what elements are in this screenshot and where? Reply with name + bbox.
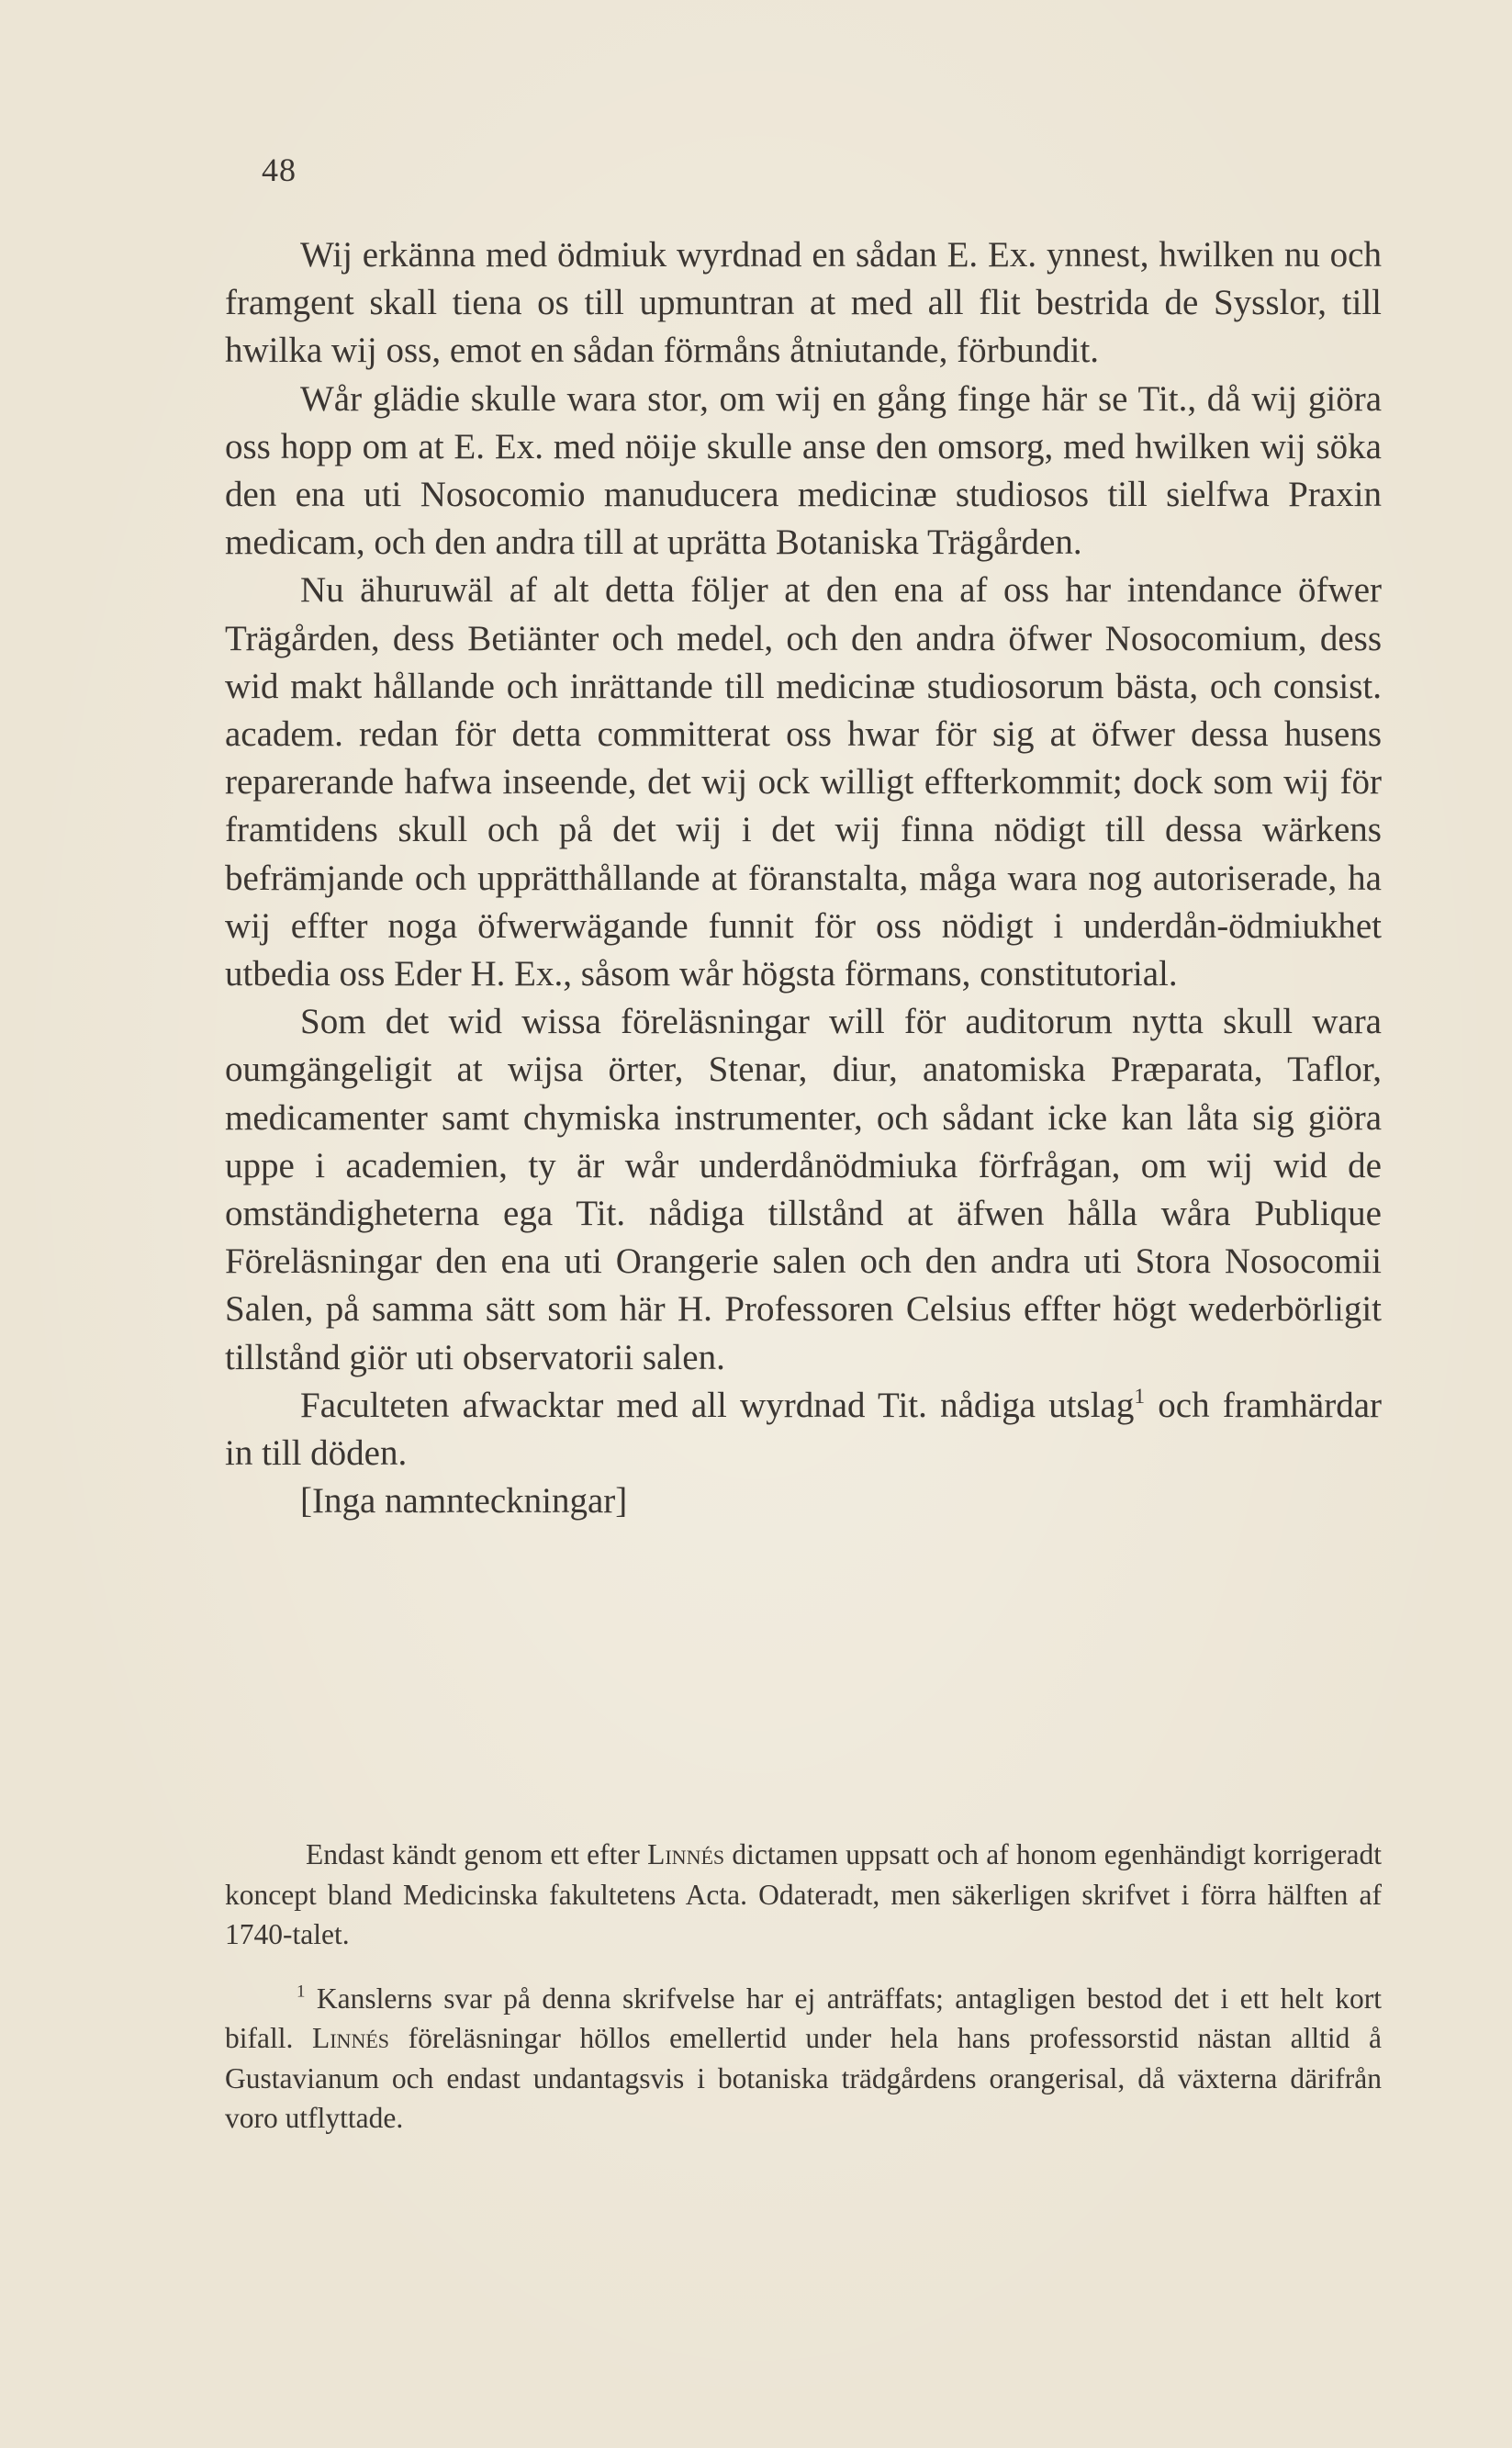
paragraph-4: Som det wid wissa föreläsningar will för auditorum nytta skull wara oumgängeligit at wijsa örter, Stenar, diur, anatomiska Præparata, Taflor, medicamenter samt chymiska instrumenter, och sådant icke kan låta sig giöra uppe i academien, ty är wår underdånödmiuka förfrågan, om wij wid de omständigheterna ega Tit. nådiga tillstånd at äfwen hålla wåra Publique Föreläsningar den ena uti Orangerie salen och den andra uti Stora Nosocomii Salen, på samma sätt som här H. Professoren Celsius effter högt wederbörligit tillstånd giör uti observatorii salen. xyxy=(225,1002,1382,1377)
linne-name-footnote: Linnés xyxy=(311,2022,390,2054)
footnote-reference[interactable]: 1 xyxy=(1134,1384,1146,1409)
paragraph-3: Nu ähuruwäl af alt detta följer at den ena af oss har intendance öfwer Trägården, dess Betiänter och medel, och den andra öfwer Nosocomium, dess wid makt hållande och inrättande till medicinæ studiosorum bästa, och consist. academ. redan för detta committerat oss hwar för sig at öfwer dessa husens reparerande hafwa inseende, det wij ock willigt effterkommit; dock som wij för framtidens skull och på det wij i det wij finna nödigt till dessa wärkens befrämjande och upprätthållande at föranstalta, måga wara nog autoriserade, ha wij effter noga öfwerwägande funnit för oss nödigt i underdån-ödmiukhet utbedia oss Eder H. Ex., såsom wår högsta förmans, constitutorial. xyxy=(225,570,1382,994)
letter-body xyxy=(225,231,1382,1525)
linne-name: Linnés xyxy=(647,1838,725,1870)
footnote-mark: 1 xyxy=(297,1982,306,2002)
closing-text-continued: och framhärdar in till döden. xyxy=(225,1385,1382,1474)
notes-section xyxy=(225,1835,1382,2139)
footnote-text-continued: föreläsningar höllos emellertid under hela hans professorstid nästan alltid å Gustavianum och endast undantagsvis i botaniska trädgårdens orangerisal, då växterna därifrån voro utflyttade. xyxy=(225,2022,1382,2134)
paragraph-1: Wij erkänna med ödmiuk wyrdnad en sådan E. Ex. ynnest, hwilken nu och framgent skall tiena os till upmuntran at med all flit bestrida de Sysslor, till hwilka wij oss, emot en sådan förmåns åtniutande, förbundit. xyxy=(225,235,1382,371)
page-number: 48 xyxy=(262,152,297,188)
signature-note: [Inga namnteckningar] xyxy=(300,1481,628,1522)
footnote-text: Kanslerns svar på denna skrifvelse har ej anträffats; antagligen bestod det i ett helt kort bifall. xyxy=(225,1982,1382,2054)
editorial-note-text-continued: dictamen uppsatt och af honom egenhändigt korrigeradt koncept bland Medicinska fakultetens Acta. Odateradt, men säkerligen skrifvet i förra hälften af 1740-talet. xyxy=(225,1838,1382,1950)
closing-paragraph xyxy=(225,1382,1382,1477)
closing-text: Faculteten afwacktar med all wyrdnad Tit. nådiga utslag xyxy=(300,1385,1135,1425)
editorial-note xyxy=(225,1835,1382,1955)
paragraph-2: Wår glädie skulle wara stor, om wij en gång finge här se Tit., då wij giöra oss hopp om at E. Ex. med nöije skulle anse den omsorg, med hwilken wij söka den ena uti Nosocomio manuducera medicinæ studiosos till sielfwa Praxin medicam, och den andra till at uprätta Botaniska Trägården. xyxy=(225,378,1382,563)
editorial-note-text: Endast kändt genom ett efter xyxy=(306,1838,648,1870)
footnote-1 xyxy=(225,1979,1382,2139)
